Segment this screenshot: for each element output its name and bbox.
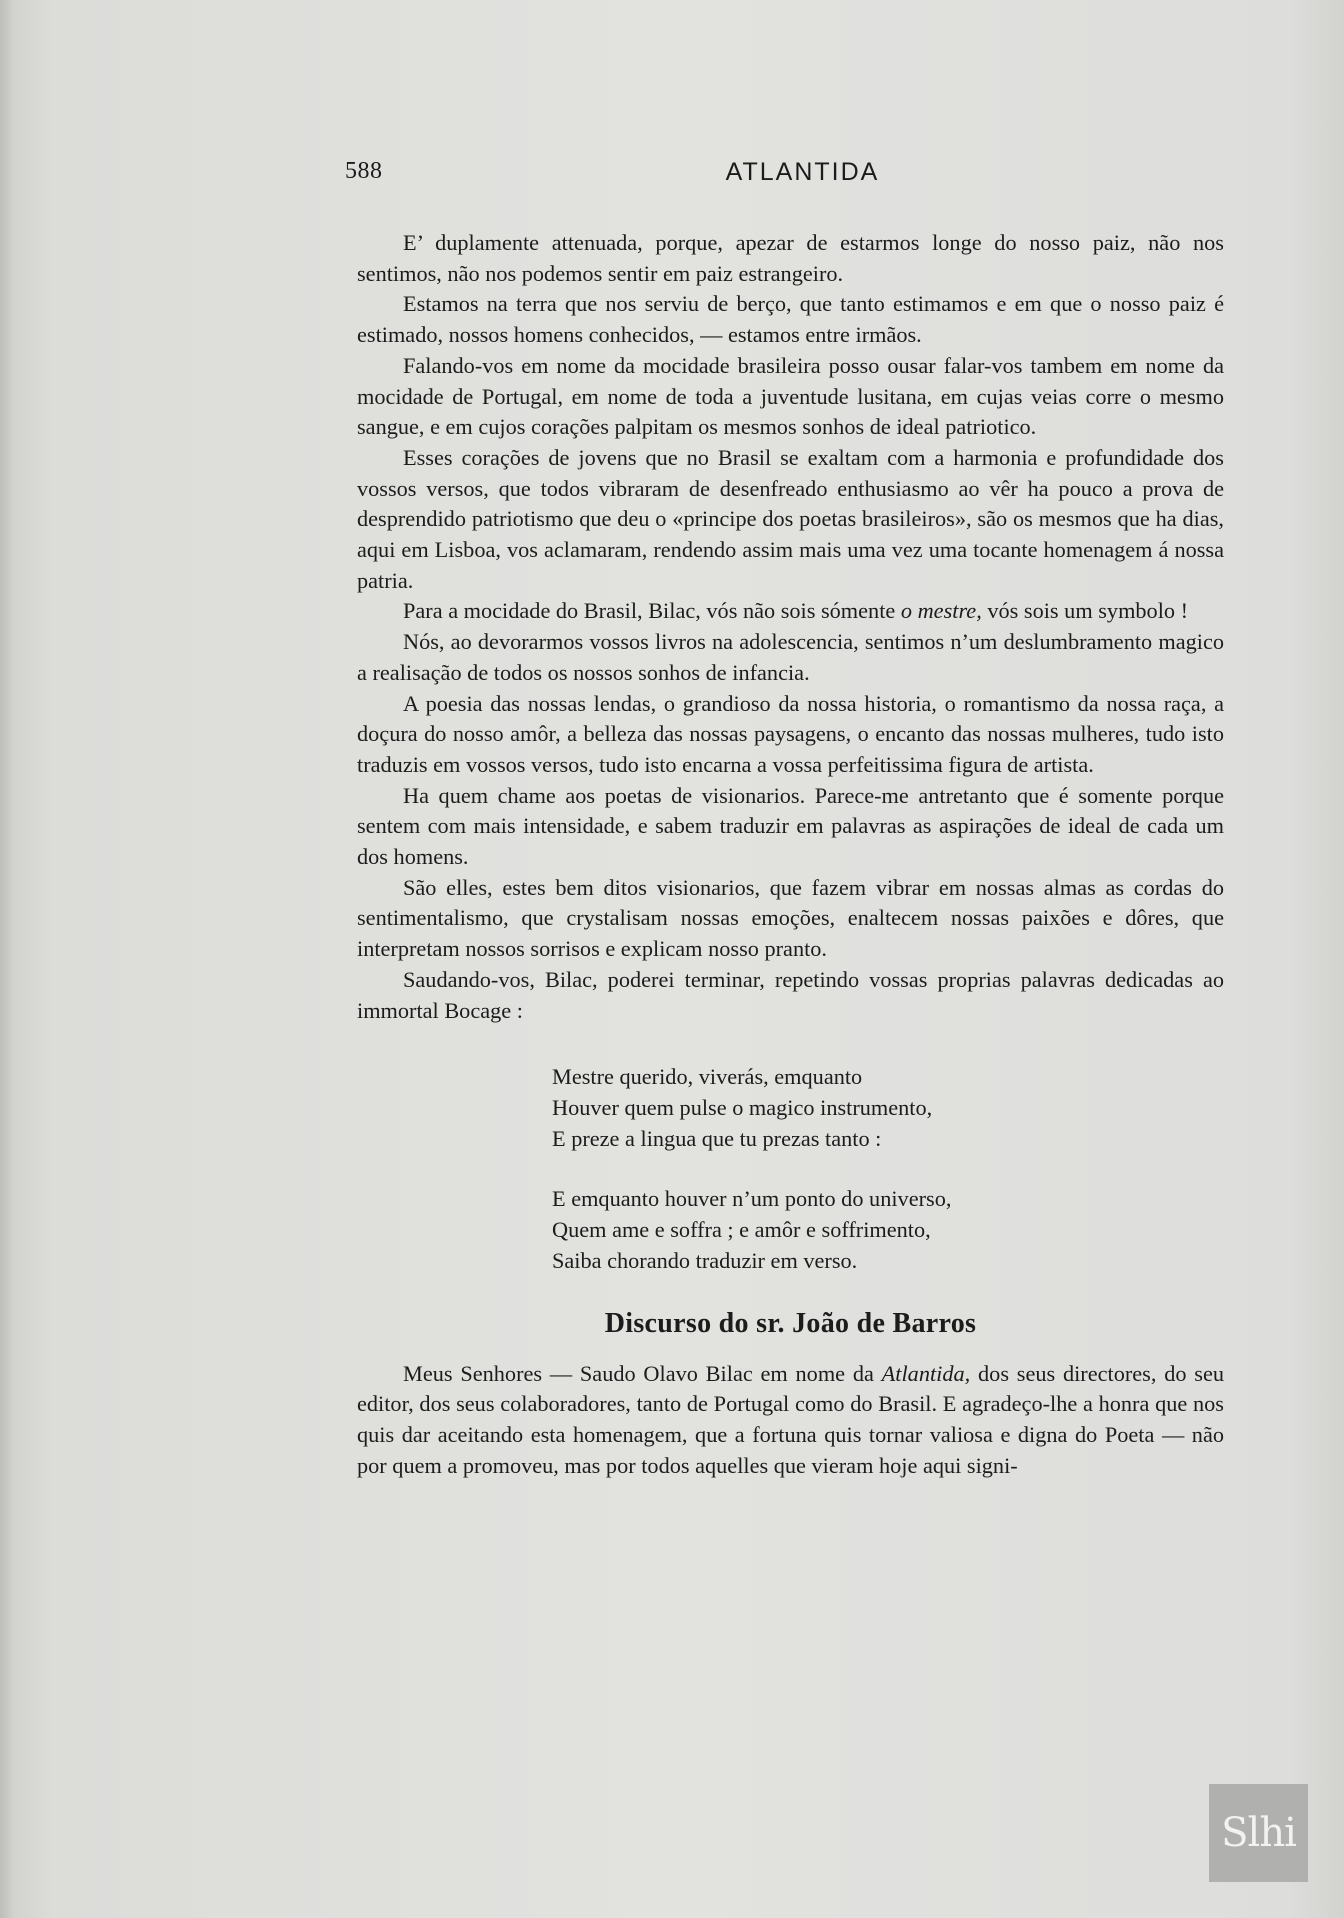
paragraph: A poesia das nossas lendas, o grandioso da nossa historia, o romantismo da nossa raça, a doçura do nosso amôr, a belleza das nossas paysagens, o encanto das nossas mulheres, tudo isto traduzis em vossos versos, tudo isto encarna a vossa perfeitissima figura de artista.	[357, 690, 1224, 777]
verse-line: E preze a lingua que tu prezas tanto :	[552, 1125, 882, 1151]
emphasis-text: o mestre,	[900, 598, 982, 624]
watermark-text: Slhi	[1221, 1810, 1296, 1856]
paragraph: Esses corações de jovens que no Brasil se exaltam com a harmonia e profundidade dos vossos versos, que todos vibraram de desenfreado enthusiasmo ao vêr ha pouco a prova de desprendido patriotismo que deu o «principe dos poetas brasileiros», são os mesmos que ha dias, aqui em Lisboa, vos aclamaram, rendendo assim mais uma vez uma tocante homenagem á nossa patria.	[357, 444, 1224, 593]
paragraph: Nós, ao devorarmos vossos livros na adolescencia, sentimos n’um deslumbramento magico a realisação de todos os nossos sonhos de infancia.	[357, 629, 1224, 685]
verse-line: Houver quem pulse o magico instrumento,	[552, 1094, 933, 1120]
verse-quote	[552, 1062, 1224, 1276]
verse-line: Quem ame e soffra ; e amôr e soffrimento,	[552, 1217, 931, 1243]
running-title: ATLANTIDA	[725, 158, 880, 186]
paragraph: Saudando-vos, Bilac, poderei terminar, repetindo vossas proprias palavras dedicadas ao immortal Bocage :	[357, 966, 1224, 1023]
stanza	[552, 1184, 1224, 1276]
article-body	[357, 228, 1224, 1481]
verse-line: Mestre querido, viverás, emquanto	[552, 1064, 863, 1090]
emphasis-text: Atlantida,	[881, 1360, 971, 1386]
text-run: Meus Senhores — Saudo Olavo Bilac em nome da	[403, 1360, 882, 1386]
paragraph: São elles, estes bem ditos visionarios, que fazem vibrar em nossas almas as cordas do sentimentalismo, que crystalisam nossas emoções, enaltecem nossas paixões e dôres, que interpretam nossos sorrisos e explicam nosso pranto.	[357, 874, 1224, 962]
verse-line: E emquanto houver n’um ponto do universo,	[552, 1186, 952, 1212]
text-run: Para a mocidade do Brasil, Bilac, vós não sois sómente	[403, 598, 901, 624]
page-header	[345, 158, 1260, 192]
text-run: dos seus directores, do seu editor, dos seus colaboradores, tanto de Portugal como do Brasil. E agradeço-lhe a honra que nos quis dar aceitando esta homenagem, que a fortuna quis tornar valiosa e digna do Poeta — não por quem a promoveu, mas por todos aquelles que vieram hoje aqui signi-	[357, 1360, 1224, 1478]
stanza	[552, 1062, 1224, 1154]
section-heading: Discurso do sr. João de Barros	[604, 1307, 977, 1339]
verse-line: Saiba chorando traduzir em verso.	[552, 1247, 858, 1273]
paragraph: Ha quem chame aos poetas de visionarios. Parece-me antretanto que é somente porque sentem com mais intensidade, e sabem traduzir em palavras as aspirações de ideal de cada um dos homens.	[357, 782, 1224, 870]
page-edge-shadow	[0, 0, 14, 1918]
paragraph: E’ duplamente attenuada, porque, apezar de estarmos longe do nosso paiz, não nos sentimos, não nos podemos sentir em paiz estrangeiro.	[357, 230, 1224, 286]
paragraph-mestre	[357, 596, 1224, 627]
page-number: 588	[345, 158, 383, 184]
text-run: vós sois um symbolo !	[981, 598, 1189, 624]
paragraph: Falando-vos em nome da mocidade brasileira posso ousar falar-vos tambem em nome da mocidade de Portugal, em nome de toda a juventude lusitana, em cujas veias corre o mesmo sangue, e em cujos corações palpitam os mesmos sonhos de ideal patriotico.	[357, 352, 1224, 440]
closing-paragraph	[357, 1359, 1224, 1482]
library-watermark-logo	[1209, 1784, 1308, 1882]
paragraph: Estamos na terra que nos serviu de berço, que tanto estimamos e em que o nosso paiz é estimado, nossos homens conhecidos, — estamos entre irmãos.	[357, 291, 1224, 348]
